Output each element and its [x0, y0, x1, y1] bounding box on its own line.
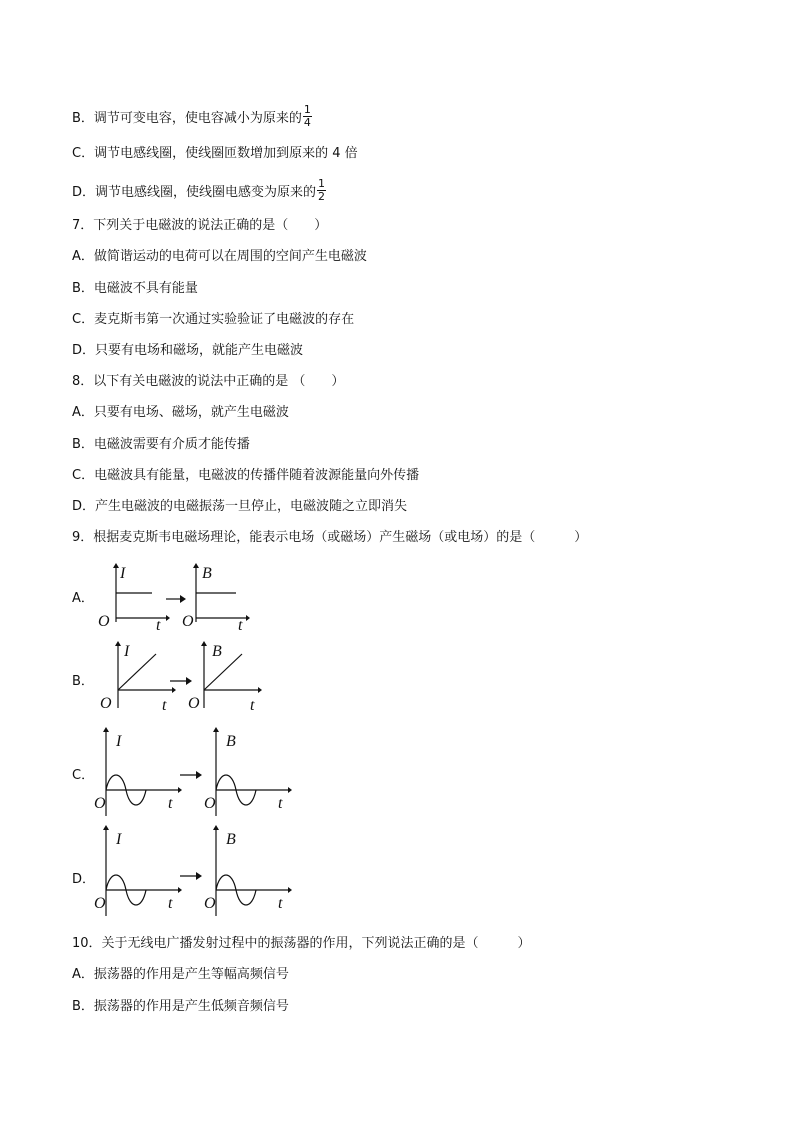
- q9-option-a-label: A．: [72, 591, 94, 606]
- fraction-denominator: 4: [303, 116, 311, 129]
- axis-label-i: I: [124, 643, 130, 660]
- q6-option-d: [72, 177, 326, 205]
- q10-option-b: B．振荡器的作用是产生低频音频信号: [72, 999, 289, 1014]
- axis-label-origin: O: [188, 695, 200, 712]
- axis-label-origin: O: [94, 795, 106, 812]
- q9-option-b-label: B．: [72, 674, 94, 689]
- axis-label-b: B: [226, 831, 236, 848]
- q8-option-b: B．电磁波需要有介质才能传播: [72, 437, 250, 452]
- q7-option-d: D．只要有电场和磁场，就能产生电磁波: [72, 343, 304, 358]
- q9-option-d-graph-i: [92, 824, 184, 918]
- axis-label-origin: O: [182, 613, 194, 630]
- q6-option-d-text: D．调节电感线圈，使线圈电感变为原来的: [72, 185, 317, 200]
- q6-option-b: [72, 103, 312, 131]
- axis-label-t: t: [278, 795, 283, 812]
- axis-label-i: I: [116, 733, 122, 750]
- q7-stem: 7．下列关于电磁波的说法正确的是（ ）: [72, 218, 328, 233]
- q7-option-b: B．电磁波不具有能量: [72, 281, 198, 296]
- q9-option-b-graph-i: [98, 640, 178, 712]
- axis-label-t: t: [238, 617, 243, 634]
- fraction-denominator: 2: [318, 190, 326, 203]
- q9-option-c-graph-i: [92, 726, 184, 818]
- q7-option-c: C．麦克斯韦第一次通过实验验证了电磁波的存在: [72, 312, 355, 327]
- fraction-numerator: 1: [303, 103, 311, 116]
- right-arrow-icon: [180, 770, 202, 780]
- right-arrow-icon: [180, 871, 202, 881]
- q9-option-d-graph-b: [202, 824, 294, 918]
- fraction-one-quarter: [303, 104, 312, 129]
- linear-field-line: [204, 654, 242, 690]
- axis-label-t: t: [168, 795, 173, 812]
- q6-option-b-text: B．调节可变电容，使电容减小为原来的: [72, 111, 302, 126]
- q9-stem: 9．根据麦克斯韦电磁场理论，能表示电场（或磁场）产生磁场（或电场）的是（ ）: [72, 530, 588, 545]
- axis-label-i: I: [116, 831, 122, 848]
- axis-label-origin: O: [204, 895, 216, 912]
- fraction-numerator: 1: [318, 177, 326, 190]
- axis-label-b: B: [212, 643, 222, 660]
- axis-label-origin: O: [100, 695, 112, 712]
- axis-label-t: t: [156, 617, 161, 634]
- axis-label-t: t: [250, 697, 255, 714]
- fraction-one-half: [317, 178, 326, 203]
- q9-option-a-graph-i: [96, 562, 170, 632]
- q9-option-a-graph-b: [180, 562, 254, 632]
- q9-option-d-label: D．: [72, 872, 96, 887]
- q9-option-b-graph-b: [186, 640, 266, 712]
- axis-label-t: t: [162, 697, 167, 714]
- q6-option-c: C．调节电感线圈，使线圈匝数增加到原来的 4 倍: [72, 146, 358, 161]
- axis-label-t: t: [168, 895, 173, 912]
- q9-option-c-label: C．: [72, 768, 95, 783]
- q9-option-c-graph-b: [202, 726, 294, 818]
- q7-option-a: A．做简谐运动的电荷可以在周围的空间产生电磁波: [72, 249, 367, 264]
- axis-label-i: I: [120, 565, 126, 582]
- q8-option-a: A．只要有电场、磁场，就产生电磁波: [72, 405, 289, 420]
- q8-option-c: C．电磁波具有能量，电磁波的传播伴随着波源能量向外传播: [72, 468, 420, 483]
- q8-option-d: D．产生电磁波的电磁振荡一旦停止，电磁波随之立即消失: [72, 499, 408, 514]
- q8-stem: 8．以下有关电磁波的说法中正确的是 （ ）: [72, 374, 345, 389]
- axis-label-origin: O: [204, 795, 216, 812]
- axis-label-origin: O: [98, 613, 110, 630]
- axis-label-origin: O: [94, 895, 106, 912]
- axis-label-b: B: [202, 565, 212, 582]
- axis-label-b: B: [226, 733, 236, 750]
- q10-option-a: A．振荡器的作用是产生等幅高频信号: [72, 967, 289, 982]
- axis-label-t: t: [278, 895, 283, 912]
- q10-stem: 10．关于无线电广播发射过程中的振荡器的作用，下列说法正确的是（ ）: [72, 936, 531, 951]
